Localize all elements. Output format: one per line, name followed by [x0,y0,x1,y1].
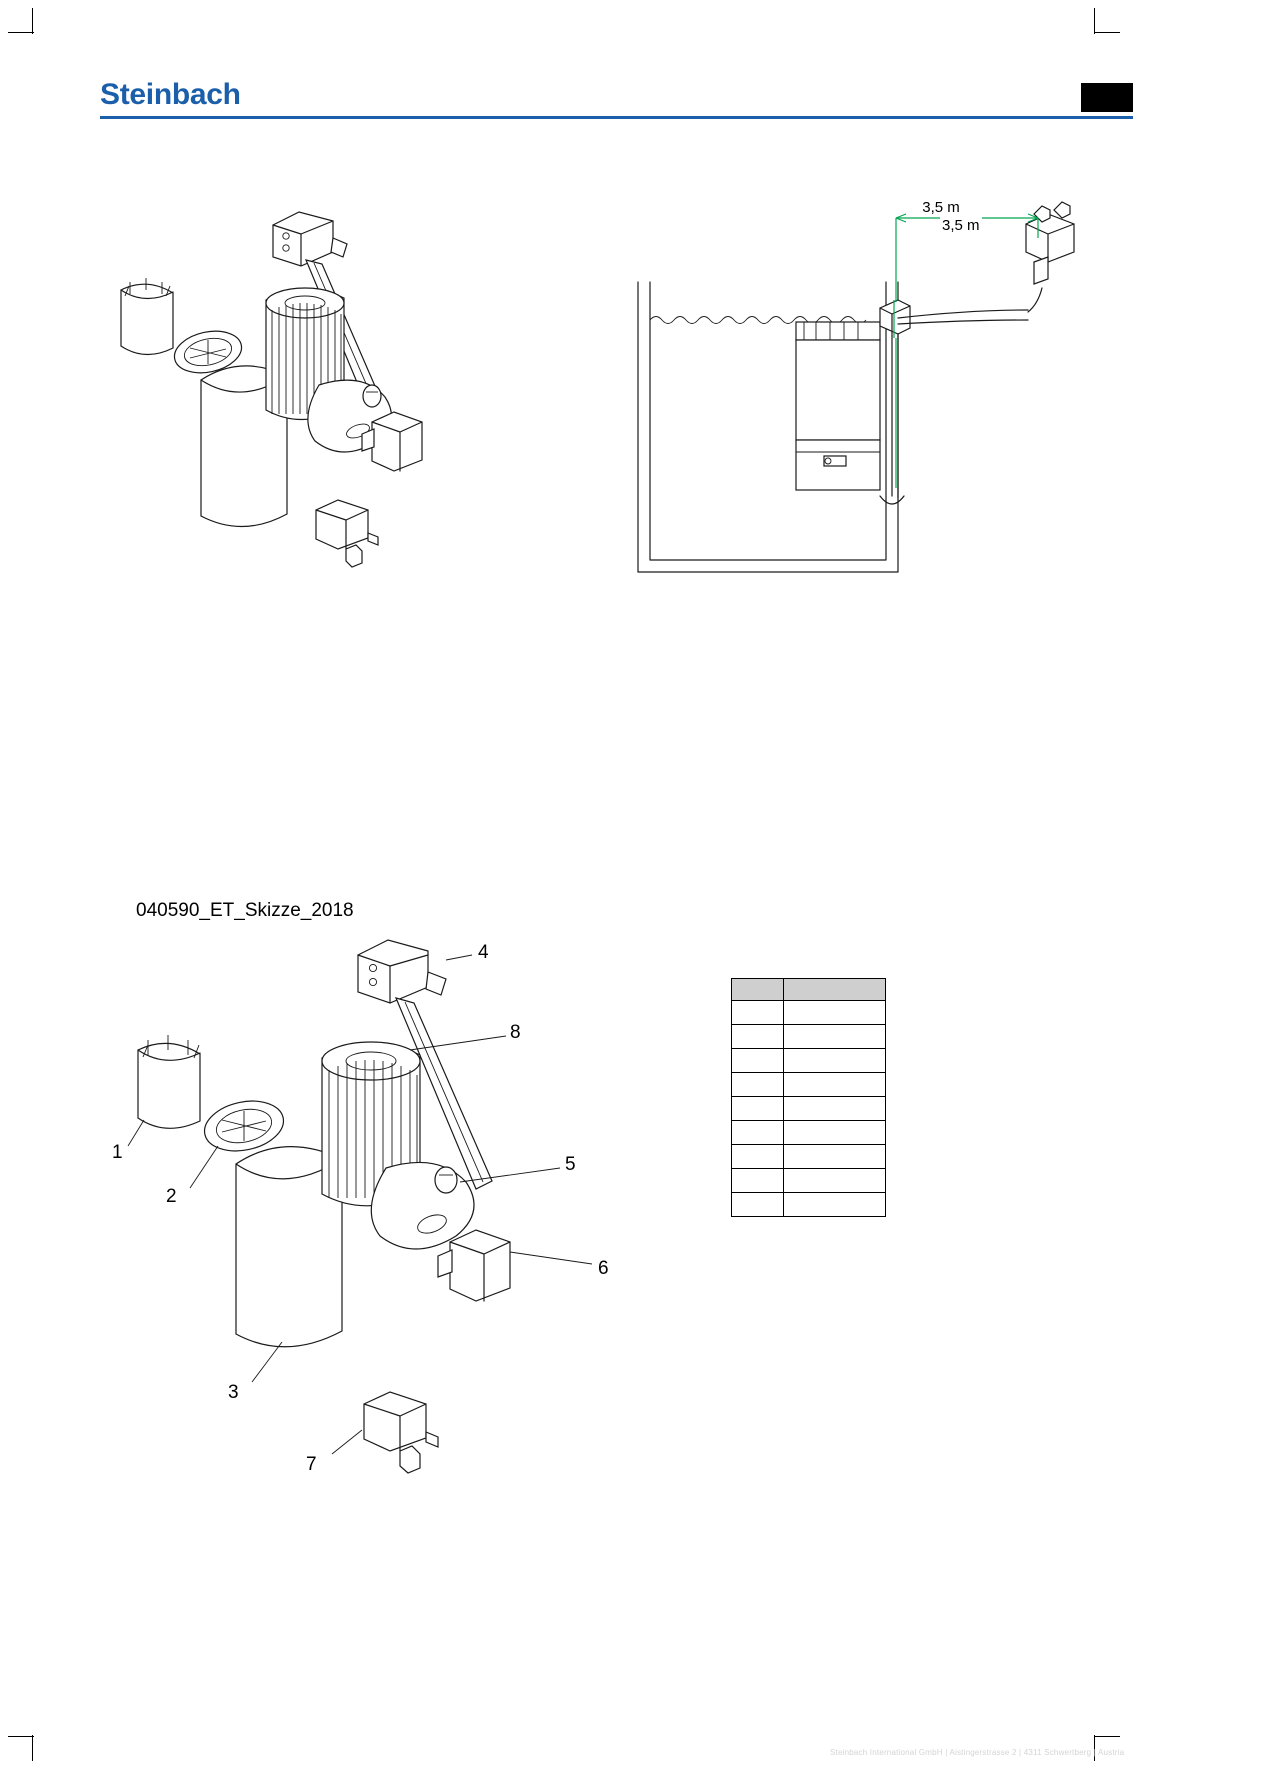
table-row [732,1001,886,1025]
power-cable [898,310,1028,324]
parts-table-cell-no [732,1073,784,1097]
power-plug-part [316,500,378,567]
table-row [732,1097,886,1121]
parts-table-cell-no [732,1001,784,1025]
parts-table-cell-desc [784,1193,886,1217]
part-4-pump-head [358,940,472,1003]
connector-nut-part-2 [435,1167,457,1193]
parts-table-cell-no [732,1169,784,1193]
parts-table-cell-no [732,1049,784,1073]
table-row [732,1193,886,1217]
table-row [732,1049,886,1073]
crop-mark-top-left-h [8,32,34,33]
part-6-valve-block [438,1230,592,1301]
filter-cap-part [121,278,173,355]
table-row [732,1025,886,1049]
connector-nut-part [363,385,381,407]
crop-mark-bottom-left-h [8,1736,34,1737]
pump-head-part [273,212,347,266]
crop-mark-bottom-left-v [32,1735,33,1761]
crop-mark-top-right-v [1094,8,1095,34]
table-row [732,1121,886,1145]
callout-8-label: 8 [510,1022,521,1043]
callout-3-label: 3 [228,1382,239,1403]
parts-table-cell-desc [784,1049,886,1073]
parts-table-cell-desc [784,1121,886,1145]
brand-logo: Steinbach [100,78,241,111]
parts-table-cell-no [732,1145,784,1169]
crop-mark-bottom-right-h [1094,1736,1120,1737]
part-1-outer-cap [128,1035,200,1146]
exploded-filter-assembly-svg [100,200,460,620]
callout-2-label: 2 [166,1186,177,1207]
parts-table-header-desc [784,979,886,1001]
callout-5-label: 5 [565,1154,576,1175]
parts-table-cell-no [732,1193,784,1217]
parts-table-cell-desc [784,1025,886,1049]
parts-table-cell-no [732,1121,784,1145]
crop-mark-top-left-v [32,8,33,34]
callout-6-label: 6 [598,1258,609,1279]
parts-table-cell-desc [784,1145,886,1169]
crop-mark-top-right-h [1094,32,1120,33]
header-black-block [1081,83,1133,112]
installation-diagram-svg [630,200,1080,600]
parts-table-cell-desc [784,1097,886,1121]
parts-table-header-row [732,979,886,1001]
parts-table-header-no [732,979,784,1001]
parts-table-cell-desc [784,1169,886,1193]
parts-table-cell-desc [784,1073,886,1097]
page-header [100,78,1133,124]
header-divider [100,116,1133,119]
callout-7-label: 7 [306,1454,317,1475]
exploded-numbered-svg [110,930,690,1550]
part-7-power-plug [332,1392,438,1473]
parts-table [731,978,886,1217]
exploded-filter-assembly-figure [100,200,460,620]
dimension-label: 3,5 m [922,200,960,216]
table-row [732,1073,886,1097]
footer-note: Steinbach International GmbH | Aistingerstrasse 2 | 4311 Schwertberg | Austria [830,1748,1125,1757]
table-row [732,1169,886,1193]
parts-table-cell-no [732,1097,784,1121]
installation-diagram-figure [630,200,1080,600]
callout-4-label: 4 [478,942,489,963]
dimension-label-text: 3,5 m [942,217,980,234]
exploded-numbered-figure [110,930,690,1550]
parts-table-cell-desc [784,1001,886,1025]
parts-table-cell-no [732,1025,784,1049]
figure-caption: 040590_ET_Skizze_2018 [136,900,354,921]
callout-1-label: 1 [112,1142,123,1163]
filter-unit-mounted [796,300,910,504]
table-row [732,1145,886,1169]
